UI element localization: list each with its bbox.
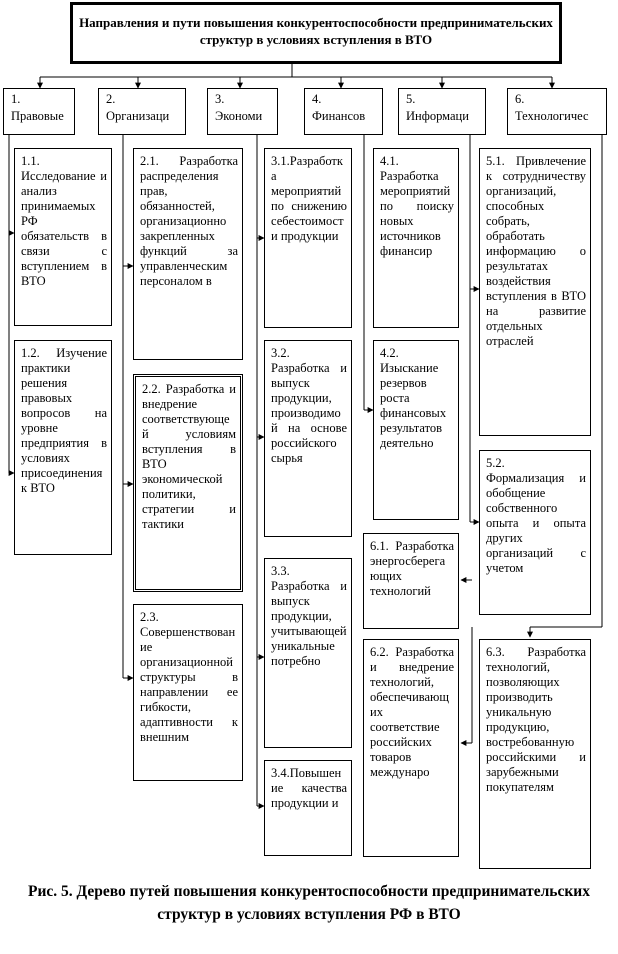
category-label: Правовые [11, 109, 64, 123]
item-2-2: 2.2. Разработка и внедрение соответствующей условиям вступления в ВТО экономической политики, стратегии и тактики [133, 374, 243, 592]
item-4-1: 4.1. Разработка мероприятий по поиску новых источников финансир [373, 148, 459, 328]
item-1-2: 1.2. Изучение практики решения правовых вопросов на уровне предприятия в условиях присоединения к ВТО [14, 340, 112, 555]
category-label: Информаци [406, 109, 469, 123]
item-3-4: 3.4.Повышение качества продукции и [264, 760, 352, 856]
diagram-title: Направления и пути повышения конкурентоспособности предпринимательских структур в условиях вступления в ВТО [70, 2, 562, 64]
item-5-2: 5.2. Формализация и обобщение собственного опыта и опыта других организаций с учетом [479, 450, 591, 615]
category-label: Организаци [106, 109, 170, 123]
category-financial [304, 88, 383, 135]
item-6-1: 6.1. Разработка энергосберегающих технологий [363, 533, 459, 629]
category-technological [507, 88, 607, 135]
category-organizational [98, 88, 186, 135]
category-number: 6. [515, 92, 525, 106]
item-6-2: 6.2. Разработка и внедрение технологий, обеспечивающих соответствие российских товаров междунаро [363, 639, 459, 857]
item-3-1: 3.1.Разработка мероприятий по снижению себестоимости продукции [264, 148, 352, 328]
category-label: Экономи [215, 109, 263, 123]
category-label: Технологичес [515, 109, 589, 123]
category-economic [207, 88, 278, 135]
item-4-2: 4.2. Изыскание резервов роста финансовых результатов деятельно [373, 340, 459, 520]
category-number: 1. [11, 92, 21, 106]
item-6-3: 6.3. Разработка технологий, позволяющих производить уникальную продукцию, востребованную российскими и зарубежными покупателям [479, 639, 591, 869]
category-number: 2. [106, 92, 116, 106]
item-3-3: 3.3. Разработка и выпуск продукции, учитывающей уникальные потребно [264, 558, 352, 748]
category-label: Финансов [312, 109, 366, 123]
category-legal [3, 88, 75, 135]
item-2-3: 2.3. Совершенствование организационной структуры в направлении ее гибкости, адаптивности к внешним [133, 604, 243, 781]
category-informational [398, 88, 486, 135]
category-number: 3. [215, 92, 225, 106]
figure-caption: Рис. 5. Дерево путей повышения конкурентоспособности предпринимательских структур в условиях вступления РФ в ВТО [28, 883, 590, 923]
item-3-2: 3.2. Разработка и выпуск продукции, производимой на основе российского сырья [264, 340, 352, 537]
item-5-1: 5.1. Привлечение к сотрудничеству организаций, способных собрать, обработать информацию о результатах воздействия вступления в ВТО на развитие отдельных отраслей [479, 148, 591, 436]
category-number: 5. [406, 92, 416, 106]
category-number: 4. [312, 92, 322, 106]
item-2-1: 2.1. Разработка распределения прав, обязанностей, организационно закрепленных функций за управленческим персоналом в [133, 148, 243, 360]
item-1-1: 1.1. Исследование и анализ принимаемых РФ обязательств в связи с вступлением в ВТО [14, 148, 112, 326]
